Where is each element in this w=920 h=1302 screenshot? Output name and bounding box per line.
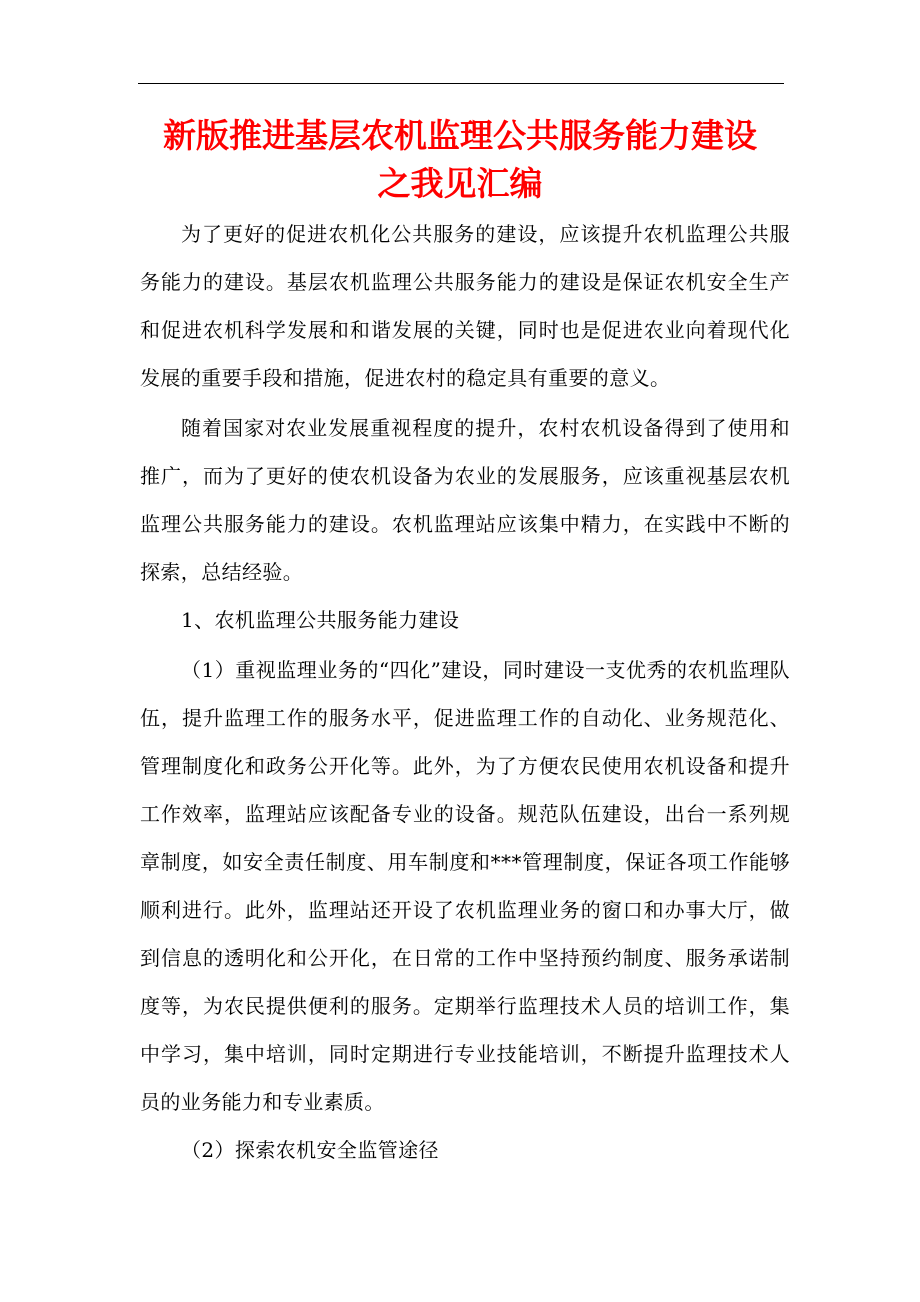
subsection-1-paragraph: （1）重视监理业务的“四化”建设，同时建设一支优秀的农机监理队伍，提升监理工作的服务水平，促进监理工作的自动化、业务规范化、管理制度化和政务公开化等。此外，为了方便农民使用农机设备和提升工作效率，监理站应该配备专业的设备。规范队伍建设，出台一系列规章制度，如安全责任制度、用车制度和***管理制度，保证各项工作能够顺利进行。此外，监理站还开设了农机监理业务的窗口和办事大厅，做到信息的透明化和公开化，在日常的工作中坚持预约制度、服务承诺制度等，为农民提供便利的服务。定期举行监理技术人员的培训工作，集中学习，集中培训，同时定期进行专业技能培训，不断提升监理技术人员的业务能力和专业素质。 [140,658,790,1114]
intro-paragraph: 为了更好的促进农机化公共服务的建设，应该提升农机监理公共服务能力的建设。基层农机监理公共服务能力的建设是保证农机安全生产和促进农机科学发展和和谐发展的关键，同时也是促进农业向着现代化发展的重要手段和措施，促进农村的稳定具有重要的意义。 [140,222,790,390]
context-paragraph: 随着国家对农业发展重视程度的提升，农村农机设备得到了使用和推广，而为了更好的使农机设备为农业的发展服务，应该重视基层农机监理公共服务能力的建设。农机监理站应该集中精力，在实践中不断的探索，总结经验。 [140,416,790,584]
document-body [140,210,790,1174]
section-heading: 1、农机监理公共服务能力建设 [181,608,460,632]
title-line-1: 新版推进基层农机监理公共服务能力建设 [163,116,757,155]
title-line-2: 之我见汇编 [377,164,543,203]
header-rule [138,83,784,84]
subsection-2-heading: （2）探索农机安全监管途径 [181,1138,439,1162]
document-title [130,112,790,208]
